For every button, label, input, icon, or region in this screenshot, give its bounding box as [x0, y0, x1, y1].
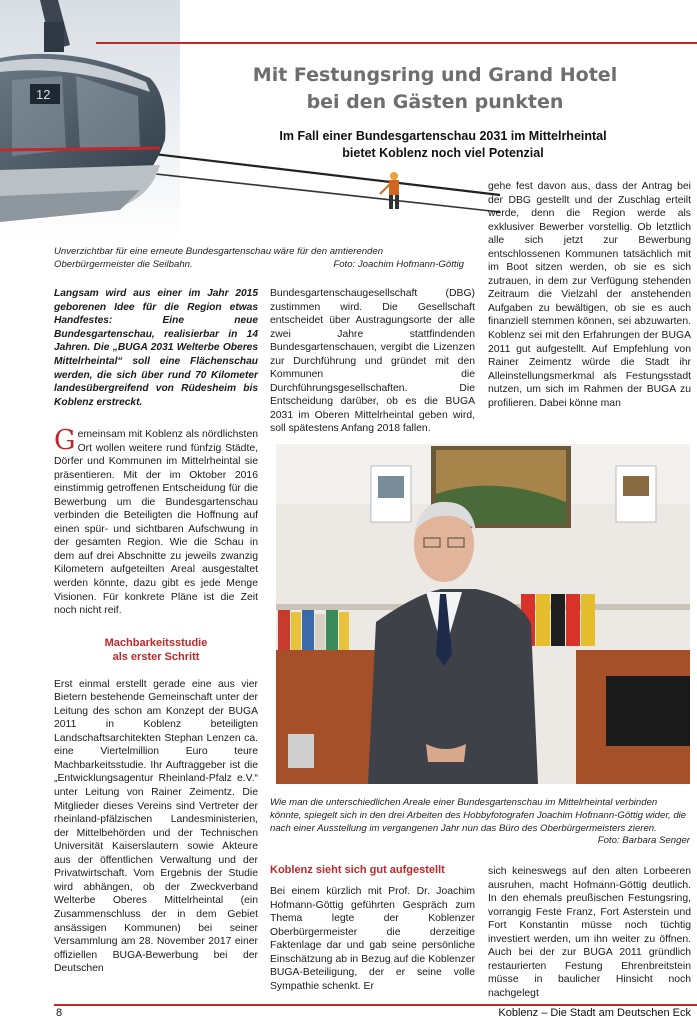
top-photo-caption — [54, 245, 464, 271]
section-heading-feasibility — [54, 636, 258, 664]
drop-cap: G — [54, 425, 76, 456]
section-heading-line-2: als erster Schritt — [112, 650, 200, 663]
article-lead: Langsam wird aus einer im Jahr 2015 geborenen Idee für die Region etwas Handfestes: Eine neue Bundesgartenschau, realisierbar in 14 Jahren. Die „BUGA 2031 Welterbe Oberes Mittelrheintal“ soll eine Flächenschau werden, die sich über rund 70 Kilometer landesübergreifend von Rüdesheim bis Koblenz erstreckt. — [54, 288, 258, 408]
page-number: 8 — [56, 1007, 63, 1019]
subheadline-line-2: bietet Koblenz noch viel Potenzial — [342, 146, 544, 160]
top-rule — [96, 42, 697, 44]
article-headline — [200, 62, 670, 116]
headline-line-1: Mit Festungsring und Grand Hotel — [252, 64, 618, 86]
column-right-bottom: sich keineswegs auf den alten Lorbeeren ausruhen, macht Hofmann-Göttig deutlich. In den ehemals preußischen Festungsring, vorrangig Feste Franz, Fort Asterstein und Fort Konstantin müsse noch tüchtig investiert werden, um ihn weiter zu öffnen. Auch bei der zur BUGA 2011 gründlich restaurierten Festung Ehrenbreitstein müsse in baulicher Hinsicht noch nachgelegt — [488, 866, 691, 999]
headline-line-2: bei den Gästen punkten — [306, 91, 564, 113]
portrait-caption-text: Wie man die unterschiedlichen Areale einer Bundesgartenschau im Mittelrheintal verbinden könnte, spiegelt sich in den drei Arbeiten des Hobbyfotografen Joachim Hofmann-Göttig wider, die nach einer Ausstellung im vergangenen Jahr nun das Büro des Oberbürgermeisters zieren. — [270, 797, 687, 834]
mayor-portrait-photo — [276, 444, 690, 784]
section-heading-line-1: Machbarkeitsstudie — [104, 636, 208, 649]
highwire-walker — [380, 172, 399, 209]
column-middle-top: Bundesgartenschaugesellschaft (DBG) zustimmen wird. Die Gesellschaft entscheidet über Austragungsorte der alle zwei Jahre stattfindenden Bundesgartenschauen, vergibt die Lizenzen zur Durchführung und gründet mit den Kommunen die Durchführungsgesellschaften. Die Entscheidung darüber, ob es die BUGA 2031 im Oberen Mittelrheintal geben wird, soll spätestens Anfang 2018 fallen. — [270, 288, 475, 435]
article-subheadline — [218, 128, 668, 162]
publication-title: Koblenz – Die Stadt am Deutschen Eck — [498, 1007, 691, 1019]
portrait-caption — [270, 797, 690, 848]
column-middle-bottom: Bei einem kürzlich mit Prof. Dr. Joachim Hofmann-Göttig geführten Gespräch zum Thema legte der Koblenzer Oberbürgermeister die derzeitige Faktenlage dar und gab seine persönliche Einschätzung ab in Bezug auf die Koblenzer BUGA-Beteiligung, der er seine volle Sympathie schenkt. Er — [270, 886, 475, 992]
feasibility-paragraph: Erst einmal erstellt gerade eine aus vier Bietern bestehende Gemeinschaft unter der Leitung des schon am Konzept der BUGA 2011 in Koblenz beteiligten Landschaftsarchitekten Stephan Lenzen ca. eine Viertelmillion Euro teure Machbarkeitsstudie. Ihr Auftraggeber ist die „Entwicklungsagentur Rheinland-Pfalz e.V.“ unter Leitung von Rainer Zeimentz. Die Mitglieder dieses Vereins sind Vertreter der rheinland-pfälzischen Landesministerien, der Mittelbehörden und der Technischen Universität Kaiserslautern sowie Akteure aus der öffentlichen Verwaltung und der Privatwirtschaft. Vom Ergebnis der Studie wird abhängen, ob der Zweckverband Welterbe Oberes Mittelrheintal (ein Zusammenschluss der in dem Gebiet ansässigen Kommunen) bei seiner Versammlung am 28. November 2017 einer offiziellen BUGA-Bewerbung bei der Deutschen — [54, 678, 258, 975]
cable-car-photo — [0, 0, 500, 245]
portrait-credit: Foto: Barbara Senger — [597, 835, 690, 847]
column-left — [54, 425, 258, 976]
top-photo-credit: Foto: Joachim Hofmann-Göttig — [333, 259, 464, 270]
office-scene — [276, 444, 690, 784]
footer-rule — [54, 1004, 697, 1006]
top-photo-caption-text: Unverzichtbar für eine erneute Bundesgartenschau wäre für den amtierenden Oberbürgermeister die Seilbahn. — [54, 246, 384, 270]
subheadline-line-1: Im Fall einer Bundesgartenschau 2031 im Mittelrheintal — [279, 129, 607, 143]
section-heading-koblenz: Koblenz sieht sich gut aufgestellt — [270, 864, 445, 876]
intro-paragraph — [54, 425, 258, 618]
column-right-top: gehe fest davon aus, dass der Antrag bei der DBG gestellt und der Zuschlag erteilt werde, denn die Region werde als exklusiver Bewerber vorstellig. Ob letztlich alle sich jetzt zur Bewerbung entschlossenen Kommunen tatsächlich mit im Boot sitzen werden, ob sie es sich zutrauen, in dem zur Verfügung stehenden Zeitraum die Vielzahl der anstehenden Aufgaben zu bewältigen, ob sie es auch finanziell stemmen können, sei abzuwarten. Koblenz sei mit den Erfahrungen der BUGA 2011 gut aufgestellt. Auf Empfehlung von Rainer Zeimentz würde die Stadt ihr Alleinstellungsmerkmal als Festungsstadt nutzen, um sich im Rahmen der BUGA zu profilieren. Dabei könne man — [488, 181, 691, 409]
intro-paragraph-text: emeinsam mit Koblenz als nördlichsten Ort wollen weitere rund fünfzig Städte, Dörfer und Kommunen im Mittelrheintal sie präsentieren. Mit der im Oktober 2016 einstimmig getroffenen Entscheidung für die Bewerbung um die Bundesgartenschau verbinden die Beteiligten die Hoffnung auf einen spür- und sichtbaren Aufschwung in der gesamten Region. Wie die Schau in dem auf drei Abschnitte zu jeweils zwanzig Kilometern aufgeteilten Areal ausgestaltet werden könnte, dazu gibt es jede Menge Visionen. Für konkrete Pläne ist die Zeit noch nicht reif. — [54, 429, 258, 617]
gondola-number: 12 — [36, 87, 51, 102]
